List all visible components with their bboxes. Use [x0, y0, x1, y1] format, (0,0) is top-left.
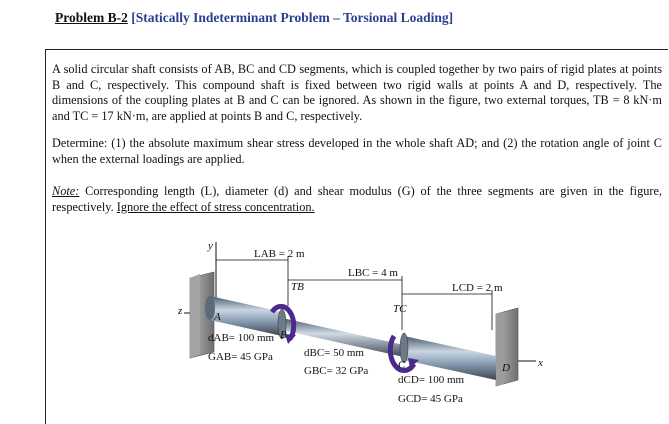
modulus-bc-label: GBC= 32 GPa: [304, 365, 369, 377]
length-bc-label: LBC = 4 m: [348, 267, 398, 279]
point-d-label: D: [502, 362, 510, 374]
modulus-cd-label: GCD= 45 GPa: [398, 393, 463, 405]
problem-number: Problem B-2: [55, 10, 128, 25]
length-cd-label: LCD = 2 m: [452, 282, 503, 294]
shaft-figure: [170, 240, 570, 422]
length-ab-label: LAB = 2 m: [254, 248, 305, 260]
note-emphasis: Ignore the effect of stress concentration.: [116, 199, 315, 214]
torque-b-label: TB: [291, 281, 304, 293]
note-text: Corresponding length (L), diameter (d) and shear modulus (G) of the three segments are given in the figure, respectively.: [52, 184, 662, 214]
point-b-label: B: [280, 329, 287, 341]
x-axis-label: x: [538, 357, 543, 369]
y-axis-label: y: [208, 240, 213, 252]
segment-ab: [210, 296, 282, 336]
torque-c-label: TC: [393, 303, 407, 315]
diameter-cd-label: dCD= 100 mm: [398, 374, 465, 386]
problem-subtitle: [Statically Indeterminant Problem – Torsional Loading]: [131, 10, 454, 25]
note-paragraph: [52, 184, 662, 215]
problem-description: A solid circular shaft consists of AB, BC and CD segments, which is coupled together by two pairs of rigid plates at points B and C, respectively. This compound shaft is fixed between two rigid walls at points A and D, respectively. The dimensions of the coupling plates at B and C can be ignored. As shown in the figure, two external torques, TB = 8 kN·m and TC = 17 kN·m, are applied at points B and C, respectively.: [52, 62, 662, 123]
point-a-label: A: [214, 311, 221, 323]
diameter-ab-label: dAB= 100 mm: [208, 332, 275, 344]
problem-title: [55, 10, 453, 26]
diameter-bc-label: dBC= 50 mm: [304, 347, 364, 359]
modulus-ab-label: GAB= 45 GPa: [208, 351, 273, 363]
z-axis-label: z: [178, 305, 183, 317]
point-c-label: C: [398, 359, 406, 371]
determine-statement: Determine: (1) the absolute maximum shear stress developed in the whole shaft AD; and (2) the rotation angle of joint C when the external loadings are applied.: [52, 136, 662, 166]
note-label: Note:: [52, 184, 80, 198]
